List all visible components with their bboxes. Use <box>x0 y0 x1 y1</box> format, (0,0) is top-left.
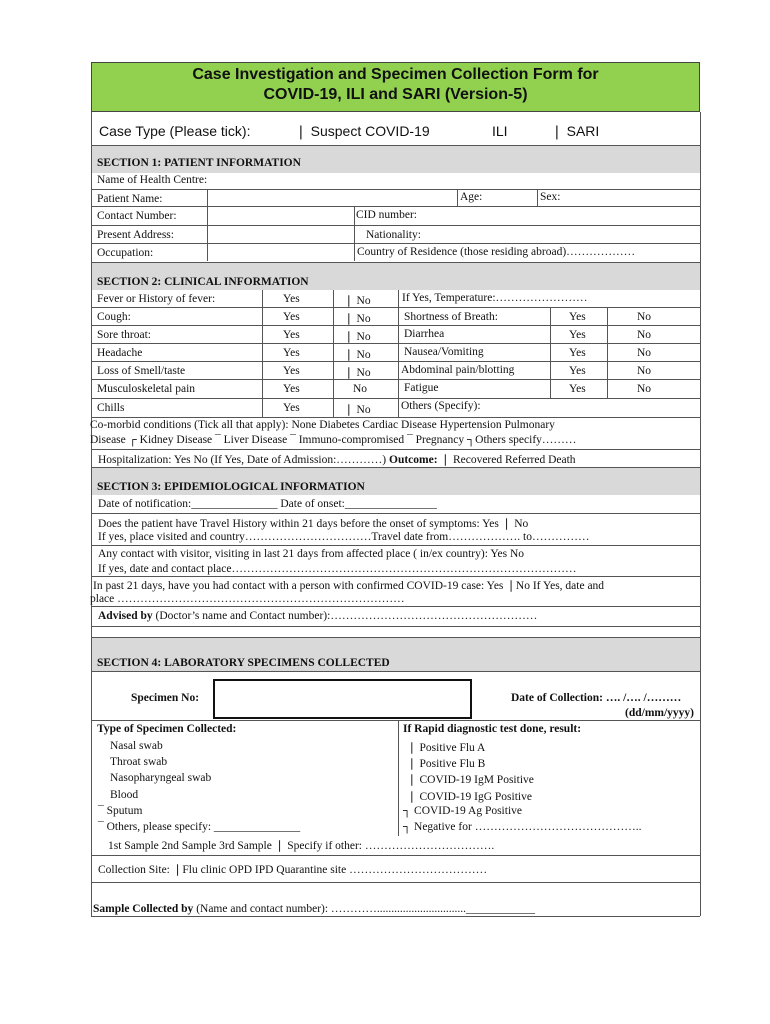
rule <box>91 225 700 226</box>
frame-right <box>700 112 701 916</box>
rule <box>550 307 551 398</box>
form-title-line1: Case Investigation and Specimen Collection Form for <box>192 66 599 83</box>
section1-heading: SECTION 1: PATIENT INFORMATION <box>97 157 301 169</box>
symptom-yes[interactable]: Yes <box>283 365 300 377</box>
rule <box>91 626 700 627</box>
symptom-no[interactable]: No <box>637 329 652 341</box>
form-title-line2: COVID-19, ILI and SARI (Version-5) <box>263 86 528 103</box>
symptom-yes[interactable]: Yes <box>283 347 300 359</box>
rule <box>537 189 538 206</box>
frame-left <box>91 112 92 916</box>
hospitalization-line <box>98 452 576 466</box>
rule <box>91 398 700 399</box>
comorbid-line1: Co-morbid conditions (Tick all that apply): None Diabetes Cardiac Disease Hypertension Pulmonary <box>90 419 555 431</box>
country-of-residence-label: Country of Residence (those residing abroad)……………… <box>357 246 636 258</box>
comorbid-line2: Disease ┌ Kidney Disease ¯ Liver Disease ¯ Immuno-compromised ¯ Pregnancy ┐Others specify……… <box>90 434 577 446</box>
specimen-no-field[interactable] <box>213 679 472 719</box>
symptom-no[interactable]: ❘ No <box>344 313 371 325</box>
date-format: (dd/mm/yyyy) <box>625 707 694 719</box>
rule <box>91 206 700 207</box>
symptom-label: Chills <box>97 402 125 414</box>
outcome-label: Outcome: <box>389 454 438 466</box>
specimen-no-label: Specimen No: <box>131 692 200 704</box>
rule <box>91 606 700 607</box>
rapid-test-result[interactable]: ❘ Positive Flu A <box>407 742 486 754</box>
symptom-no[interactable]: ❘ No <box>344 331 371 343</box>
rule <box>91 513 700 514</box>
section1-top-rule <box>91 145 700 146</box>
symptom-label: Loss of Smell/taste <box>97 365 186 377</box>
advised-by-label: Advised by <box>98 610 153 622</box>
others-specify-label: Others (Specify): <box>401 400 481 412</box>
section4-heading: SECTION 4: LABORATORY SPECIMENS COLLECTED <box>97 657 390 669</box>
rule <box>457 189 458 206</box>
contact-question: Any contact with visitor, visiting in last 21 days from affected place ( in/ex country): Yes No <box>98 548 525 560</box>
travel-place-dates: If yes, place visited and country……………………………Travel date from………………. to…………… <box>98 531 590 543</box>
symptom-no[interactable]: No <box>637 365 652 377</box>
symptom-yes[interactable]: Yes <box>569 311 586 323</box>
specimen-type-item[interactable]: Blood <box>110 789 139 801</box>
case-type-label: Case Type (Please tick): <box>99 123 251 139</box>
symptom-label: Sore throat: <box>97 329 151 341</box>
specimen-type-item[interactable]: ¯ Others, please specify: _______________ <box>98 821 301 833</box>
rule <box>91 545 700 546</box>
present-address-label: Present Address: <box>97 229 174 241</box>
specimen-type-item[interactable]: ¯ Sputum <box>98 805 143 817</box>
health-centre-label: Name of Health Centre: <box>97 174 208 186</box>
rule <box>91 720 700 721</box>
symptom-yes[interactable]: Yes <box>569 329 586 341</box>
symptom-yes[interactable]: Yes <box>283 311 300 323</box>
collection-site-options[interactable]: Collection Site: ❘Flu clinic OPD IPD Quarantine site ……………………………… <box>98 864 488 876</box>
rule <box>91 262 700 263</box>
rule <box>91 361 700 362</box>
symptom-no[interactable]: ❘ No <box>344 295 371 307</box>
rule <box>91 467 700 468</box>
nationality-label: Nationality: <box>366 229 421 241</box>
symptom-yes[interactable]: Yes <box>283 383 300 395</box>
rule <box>398 720 399 836</box>
symptom-label: Cough: <box>97 311 131 323</box>
rule <box>91 449 700 450</box>
symptom-no[interactable]: No <box>637 347 652 359</box>
rapid-test-heading: If Rapid diagnostic test done, result: <box>403 723 582 735</box>
rule <box>91 671 700 672</box>
symptom-label: Headache <box>97 347 143 359</box>
specimen-type-item[interactable]: Nasal swab <box>110 740 163 752</box>
sample-collected-by-line <box>93 903 535 915</box>
symptom-label: Fatigue <box>404 382 439 394</box>
notification-onset-dates: Date of notification:_______________ Date of onset:________________ <box>98 498 437 510</box>
sex-label: Sex: <box>540 191 561 203</box>
symptom-no[interactable]: No <box>637 383 652 395</box>
symptom-no[interactable]: No <box>637 311 652 323</box>
specimen-type-item[interactable]: Nasopharyngeal swab <box>110 772 212 784</box>
rule <box>91 325 700 326</box>
section3-heading: SECTION 3: EPIDEMIOLOGICAL INFORMATION <box>97 481 365 493</box>
specimen-type-item[interactable]: Throat swab <box>110 756 168 768</box>
symptom-no[interactable]: ❘ No <box>344 349 371 361</box>
confirmed-contact-place: place ………………………………………………………………… <box>90 593 405 605</box>
sample-collected-by-label: Sample Collected by <box>93 903 194 915</box>
rapid-test-result[interactable]: ❘ Positive Flu B <box>407 758 486 770</box>
patient-name-label: Patient Name: <box>97 193 163 205</box>
rule <box>91 882 700 883</box>
symptom-yes[interactable]: Yes <box>569 365 586 377</box>
hospitalization-text: Hospitalization: Yes No (If Yes, Date of Admission:…………) <box>98 454 387 466</box>
case-type-ili[interactable]: ILI <box>492 123 508 139</box>
rule <box>91 307 700 308</box>
cid-number-label: CID number: <box>356 209 418 221</box>
symptom-label: Abdominal pain/blotting <box>401 364 515 376</box>
rapid-test-result[interactable]: ❘ COVID-19 IgG Positive <box>407 791 532 803</box>
rule <box>91 576 700 577</box>
symptom-label: Shortness of Breath: <box>404 311 498 323</box>
symptom-yes[interactable]: Yes <box>569 383 586 395</box>
confirmed-contact-question: In past 21 days, have you had contact with a person with confirmed COVID-19 case: Yes ❘No If Yes, date and <box>93 580 605 592</box>
advised-by-text: (Doctor’s name and Contact number):……………………………………………… <box>152 610 538 622</box>
symptom-label: Musculoskeletal pain <box>97 383 196 395</box>
frame-bottom <box>91 916 700 917</box>
date-of-collection: Date of Collection: …. /…. /……… <box>511 692 682 704</box>
travel-history-question: Does the patient have Travel History within 21 days before the onset of symptoms: Yes ❘ No <box>98 518 529 530</box>
case-type-sari[interactable]: ❘ SARI <box>551 123 600 139</box>
rule <box>91 343 700 344</box>
advised-by-line <box>98 610 537 622</box>
age-label: Age: <box>460 191 483 203</box>
rule <box>91 189 700 190</box>
rule <box>91 417 700 418</box>
rapid-test-result[interactable]: ┐ COVID-19 Ag Positive <box>403 805 522 817</box>
section2-heading: SECTION 2: CLINICAL INFORMATION <box>97 276 309 288</box>
symptom-yes[interactable]: Yes <box>569 347 586 359</box>
rule <box>91 637 700 638</box>
contact-date-place: If yes, date and contact place……………………………………………………………………………… <box>98 563 577 575</box>
rapid-test-result[interactable]: ❘ COVID-19 IgM Positive <box>407 774 534 786</box>
rule <box>354 206 355 261</box>
sample-number-options[interactable]: 1st Sample 2nd Sample 3rd Sample ❘ Specify if other: ……………………………. <box>108 840 495 852</box>
rapid-test-result[interactable]: ┐ Negative for …………………………………….. <box>403 821 642 833</box>
case-type-suspect-covid[interactable]: ❘ Suspect COVID-19 <box>295 123 430 139</box>
symptom-yes[interactable]: Yes <box>283 329 300 341</box>
symptom-yes[interactable]: Yes <box>283 402 300 414</box>
rule <box>91 855 700 856</box>
rule <box>91 243 700 244</box>
rule <box>91 379 700 380</box>
occupation-label: Occupation: <box>97 247 154 259</box>
symptom-label: Diarrhea <box>404 328 445 340</box>
symptom-no[interactable]: ❘ No <box>344 367 371 379</box>
symptom-yes[interactable]: Yes <box>283 293 300 305</box>
sample-collected-by-text: (Name and contact number): …………...............................____________ <box>193 903 536 915</box>
symptom-label: Fever or History of fever: <box>97 293 216 305</box>
symptom-no[interactable]: ❘ No <box>344 404 371 416</box>
symptom-label: Nausea/Vomiting <box>404 346 484 358</box>
outcome-options: ❘ Recovered Referred Death <box>440 454 576 466</box>
temperature-label: If Yes, Temperature:…………………… <box>402 292 588 304</box>
symptom-no[interactable]: No <box>353 383 368 395</box>
rule <box>607 307 608 398</box>
contact-number-label: Contact Number: <box>97 210 177 222</box>
form-title-banner <box>91 62 700 112</box>
specimen-type-heading: Type of Specimen Collected: <box>97 723 237 735</box>
